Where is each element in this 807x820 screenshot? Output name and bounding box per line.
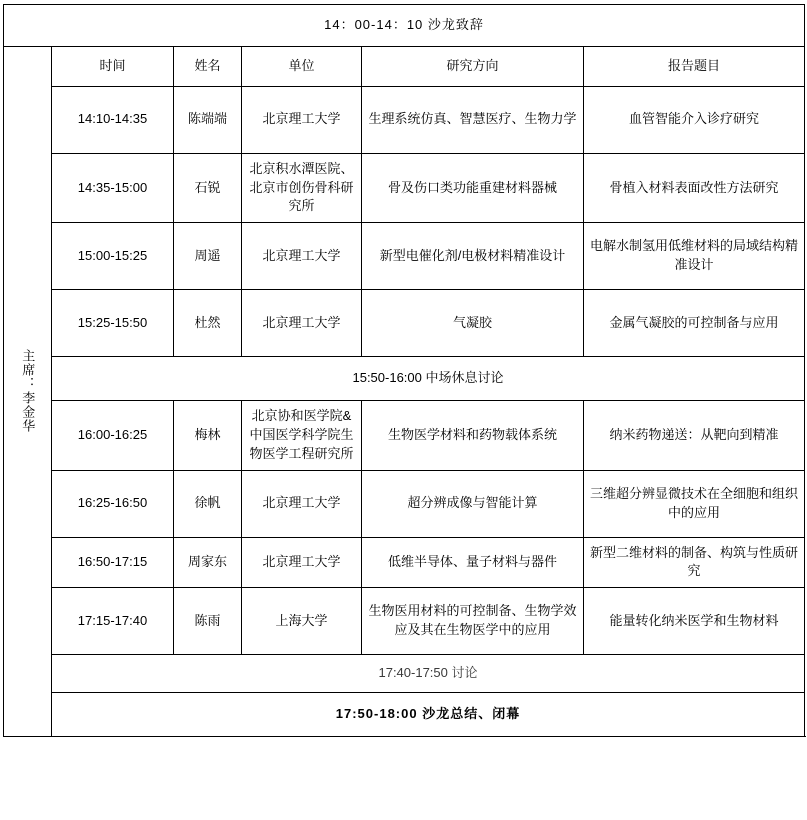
- table-row: [4, 470, 805, 537]
- schedule-table: [3, 4, 805, 737]
- cell-org: 北京理工大学: [242, 86, 362, 153]
- cell-field: 超分辨成像与智能计算: [362, 470, 584, 537]
- cell-name: 杜然: [174, 290, 242, 357]
- cell-name: 石锐: [174, 153, 242, 223]
- cell-time: 16:00-16:25: [52, 401, 174, 471]
- closing-banner: 17:50-18:00 沙龙总结、闭幕: [52, 693, 805, 737]
- cell-name: 徐帆: [174, 470, 242, 537]
- cell-name: 陈雨: [174, 588, 242, 655]
- opening-banner: 14：00-14：10 沙龙致辞: [4, 5, 805, 47]
- cell-org: 北京理工大学: [242, 470, 362, 537]
- table-row: [4, 153, 805, 223]
- column-header-title: 报告题目: [584, 46, 805, 86]
- cell-title: 能量转化纳米医学和生物材料: [584, 588, 805, 655]
- cell-title: 纳米药物递送：从靶向到精准: [584, 401, 805, 471]
- cell-field: 低维半导体、量子材料与器件: [362, 537, 584, 588]
- cell-org: 北京协和医学院&中国医学科学院生物医学工程研究所: [242, 401, 362, 471]
- discussion-banner: 17:40-17:50 讨论: [52, 655, 805, 693]
- cell-title: 血管智能介入诊疗研究: [584, 86, 805, 153]
- table-row: [4, 5, 805, 47]
- cell-time: 14:35-15:00: [52, 153, 174, 223]
- cell-time: 16:50-17:15: [52, 537, 174, 588]
- table-row: [4, 357, 805, 401]
- table-row: [4, 223, 805, 290]
- table-row: [4, 86, 805, 153]
- cell-title: 新型二维材料的制备、构筑与性质研究: [584, 537, 805, 588]
- table-row: [4, 655, 805, 693]
- table-row: [4, 401, 805, 471]
- cell-org: 北京理工大学: [242, 223, 362, 290]
- column-header-field: 研究方向: [362, 46, 584, 86]
- cell-org: 北京积水潭医院、北京市创伤骨科研究所: [242, 153, 362, 223]
- cell-org: 上海大学: [242, 588, 362, 655]
- cell-field: 生理系统仿真、智慧医疗、生物力学: [362, 86, 584, 153]
- cell-org: 北京理工大学: [242, 537, 362, 588]
- cell-name: 梅林: [174, 401, 242, 471]
- cell-time: 17:15-17:40: [52, 588, 174, 655]
- table-row: [4, 537, 805, 588]
- cell-title: 三维超分辨显微技术在全细胞和组织中的应用: [584, 470, 805, 537]
- table-row: [4, 693, 805, 737]
- cell-field: 骨及伤口类功能重建材料器械: [362, 153, 584, 223]
- cell-time: 14:10-14:35: [52, 86, 174, 153]
- cell-time: 15:00-15:25: [52, 223, 174, 290]
- cell-title: 电解水制氢用低维材料的局域结构精准设计: [584, 223, 805, 290]
- column-header-name: 姓名: [174, 46, 242, 86]
- cell-title: 金属气凝胶的可控制备与应用: [584, 290, 805, 357]
- cell-title: 骨植入材料表面改性方法研究: [584, 153, 805, 223]
- table-row: [4, 588, 805, 655]
- cell-field: 生物医用材料的可控制备、生物学效应及其在生物医学中的应用: [362, 588, 584, 655]
- table-header-row: [4, 46, 805, 86]
- cell-field: 新型电催化剂/电极材料精准设计: [362, 223, 584, 290]
- column-header-time: 时间: [52, 46, 174, 86]
- cell-field: 生物医学材料和药物载体系统: [362, 401, 584, 471]
- table-row: [4, 290, 805, 357]
- column-header-org: 单位: [242, 46, 362, 86]
- cell-org: 北京理工大学: [242, 290, 362, 357]
- cell-name: 周遥: [174, 223, 242, 290]
- cell-field: 气凝胶: [362, 290, 584, 357]
- cell-name: 陈端端: [174, 86, 242, 153]
- cell-time: 15:25-15:50: [52, 290, 174, 357]
- chair-cell: [4, 46, 52, 736]
- break-banner: 15:50-16:00 中场休息讨论: [52, 357, 805, 401]
- chair-label: 主席：李金华: [20, 349, 36, 434]
- cell-time: 16:25-16:50: [52, 470, 174, 537]
- cell-name: 周家东: [174, 537, 242, 588]
